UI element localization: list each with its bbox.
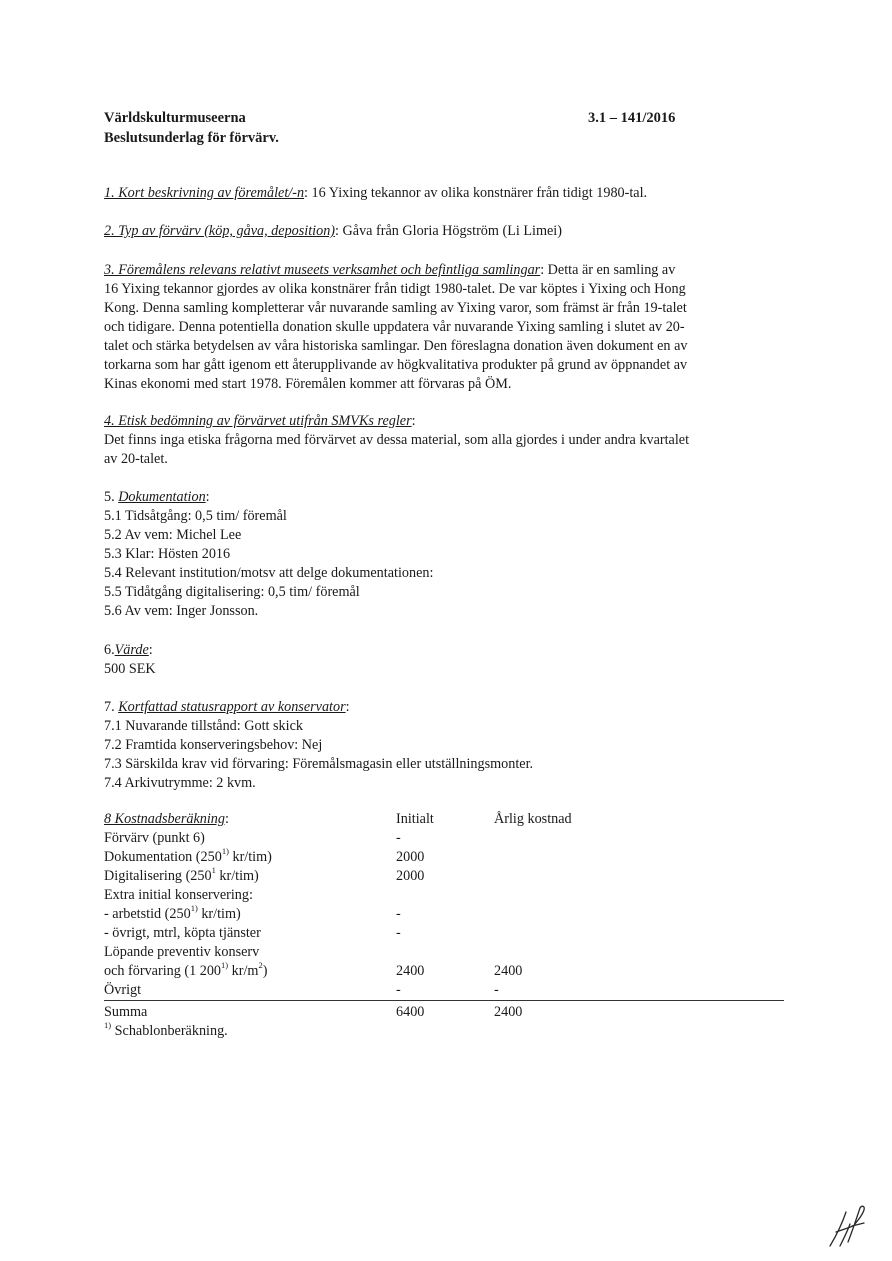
- section-5-heading: Dokumentation: [118, 489, 206, 505]
- cost-initial: 2000: [396, 868, 425, 884]
- total-annual: 2400: [494, 1004, 523, 1020]
- cost-annual: 2400: [494, 963, 523, 979]
- value-amount: 500 SEK: [104, 661, 156, 677]
- section-3-line: talet och stärka betydelsen av våra historiska samlingar. Den föreslagna donation även dokument en av: [104, 338, 688, 354]
- cost-label-part: Digitalisering (250: [104, 868, 212, 884]
- cost-row: [104, 924, 784, 943]
- section-3-text-start: : Detta är en samling av: [540, 262, 676, 278]
- section-3-heading: 3. Föremålens relevans relativt museets verksamhet och befintliga samlingar: [104, 262, 541, 278]
- status-item: 7.2 Framtida konserveringsbehov: Nej: [104, 737, 323, 753]
- cost-label: Extra initial konservering:: [104, 887, 253, 903]
- cost-label: [104, 962, 267, 981]
- total-initial: 6400: [396, 1004, 425, 1020]
- status-item: 7.1 Nuvarande tillstånd: Gott skick: [104, 718, 303, 734]
- section-6-number: 6.: [104, 642, 115, 658]
- cost-label-part: - arbetstid (250: [104, 906, 191, 922]
- section-7: [104, 698, 784, 793]
- section-6: [104, 641, 784, 679]
- column-header-initial: Initialt: [396, 811, 434, 827]
- section-6-heading: Värde: [114, 642, 149, 658]
- section-4-colon: :: [411, 413, 416, 429]
- section-2-heading: 2. Typ av förvärv (köp, gåva, deposition): [104, 223, 336, 239]
- cost-label-part: kr/m: [228, 963, 259, 979]
- cost-label-part: Dokumentation (250: [104, 849, 222, 865]
- cost-label: Förvärv (punkt 6): [104, 830, 205, 846]
- cost-row: [104, 848, 784, 867]
- documentation-item: 5.4 Relevant institution/motsv att delge dokumentationen:: [104, 565, 434, 581]
- cost-initial: 2000: [396, 849, 425, 865]
- unit-exponent: 2: [258, 960, 263, 971]
- status-item: 7.4 Arkivutrymme: 2 kvm.: [104, 775, 256, 791]
- section-1-text: : 16 Yixing tekannor av olika konstnärer från tidigt 1980-tal.: [304, 185, 648, 201]
- section-7-colon: :: [345, 699, 350, 715]
- documentation-item: 5.6 Av vem: Inger Jonsson.: [104, 603, 259, 619]
- footnote-ref: 1: [211, 865, 216, 876]
- cost-label-part: ): [262, 963, 268, 979]
- section-2-text: : Gåva från Gloria Högström (Li Limei): [335, 223, 562, 239]
- cost-total: [104, 1003, 784, 1041]
- organization-name: Världskulturmuseerna: [104, 110, 246, 126]
- section-4-line: av 20-talet.: [104, 451, 168, 467]
- cost-label: [104, 848, 272, 867]
- section-3-line: torkarna som har gått igenom ett återupplivande av högkvalitativa produkter på grund av öppnandet av: [104, 357, 688, 373]
- section-5-colon: :: [205, 489, 210, 505]
- cost-label: Löpande preventiv konserv: [104, 944, 260, 960]
- section-8-colon: :: [225, 811, 229, 827]
- section-7-heading: Kortfattad statusrapport av konservator: [118, 699, 346, 715]
- status-item: 7.3 Särskilda krav vid förvaring: Föremålsmagasin eller utställningsmonter.: [104, 756, 534, 772]
- documentation-item: 5.5 Tidåtgång digitalisering: 0,5 tim/ föremål: [104, 584, 360, 600]
- cost-initial: -: [396, 925, 401, 941]
- cost-label: - övrigt, mtrl, köpta tjänster: [104, 925, 261, 941]
- footnote: [104, 1022, 784, 1041]
- cost-table: [104, 810, 784, 1000]
- section-4-heading: 4. Etisk bedömning av förvärvet utifrån SMVKs regler: [104, 413, 412, 429]
- cost-label-part: kr/tim): [197, 906, 241, 922]
- document-subtitle: Beslutsunderlag för förvärv.: [104, 130, 279, 146]
- header-left: [104, 108, 279, 148]
- total-divider: [104, 1000, 784, 1001]
- footnote-ref: 1): [221, 846, 229, 857]
- section-3-line: Kinas ekonomi med start 1978. Föremålen kommer att förvaras på ÖM.: [104, 376, 512, 392]
- cost-label: [104, 867, 259, 886]
- cost-row: [104, 829, 784, 848]
- cost-initial: 2400: [396, 963, 425, 979]
- cost-annual: -: [494, 982, 499, 998]
- cost-label: Övrigt: [104, 982, 142, 998]
- reference-number: 3.1 – 141/2016: [588, 110, 676, 126]
- footnote-mark: 1): [104, 1020, 112, 1031]
- section-6-colon: :: [148, 642, 153, 658]
- footnote-ref: 1): [190, 903, 198, 914]
- section-3: [104, 261, 784, 394]
- cost-initial: -: [396, 906, 401, 922]
- cost-row: [104, 962, 784, 981]
- column-header-annual: Årlig kostnad: [494, 811, 572, 827]
- documentation-item: 5.3 Klar: Hösten 2016: [104, 546, 231, 562]
- documentation-item: 5.1 Tidsåtgång: 0,5 tim/ föremål: [104, 508, 287, 524]
- total-row: [104, 1003, 784, 1022]
- section-3-line: Kong. Denna samling kompletterar vår nuvarande samling av Yixing varor, som främst är från 19-talet: [104, 300, 687, 316]
- cost-row: [104, 886, 784, 905]
- section-5: [104, 488, 784, 621]
- section-1-heading: 1. Kort beskrivning av föremålet/-n: [104, 185, 305, 201]
- section-3-line: 16 Yixing tekannor gjordes av olika konstnärer från tidigt 1980-talet. De var köptes i Yixing och Hong: [104, 281, 686, 297]
- cost-row: [104, 905, 784, 924]
- section-2: [104, 222, 784, 241]
- section-4-line: Det finns inga etiska frågorna med förvärvet av dessa material, som alla gjordes i under andra kvartalet: [104, 432, 690, 448]
- handwritten-initials: [826, 1202, 870, 1252]
- cost-row: [104, 943, 784, 962]
- cost-label-part: kr/tim): [228, 849, 272, 865]
- section-3-line: och tidigare. Denna potentiella donation skulle uppdatera vår nuvarande Yixing samling i slutet av 20-: [104, 319, 685, 335]
- cost-row: [104, 867, 784, 886]
- section-7-number: 7.: [104, 699, 119, 715]
- cost-table-header: [104, 810, 784, 829]
- cost-label: [104, 905, 241, 924]
- section-8-heading: 8 Kostnadsberäkning: [104, 811, 225, 827]
- cost-initial: -: [396, 830, 401, 846]
- footnote-text: Schablonberäkning.: [111, 1023, 228, 1039]
- footnote-ref: 1): [221, 960, 229, 971]
- section-1: [104, 184, 784, 203]
- cost-label-part: kr/tim): [215, 868, 259, 884]
- documentation-item: 5.2 Av vem: Michel Lee: [104, 527, 242, 543]
- cost-initial: -: [396, 982, 401, 998]
- total-label: Summa: [104, 1004, 148, 1020]
- cost-row: [104, 981, 784, 1000]
- cost-label-part: och förvaring (1 200: [104, 963, 222, 979]
- section-4: [104, 412, 784, 469]
- section-5-number: 5.: [104, 489, 119, 505]
